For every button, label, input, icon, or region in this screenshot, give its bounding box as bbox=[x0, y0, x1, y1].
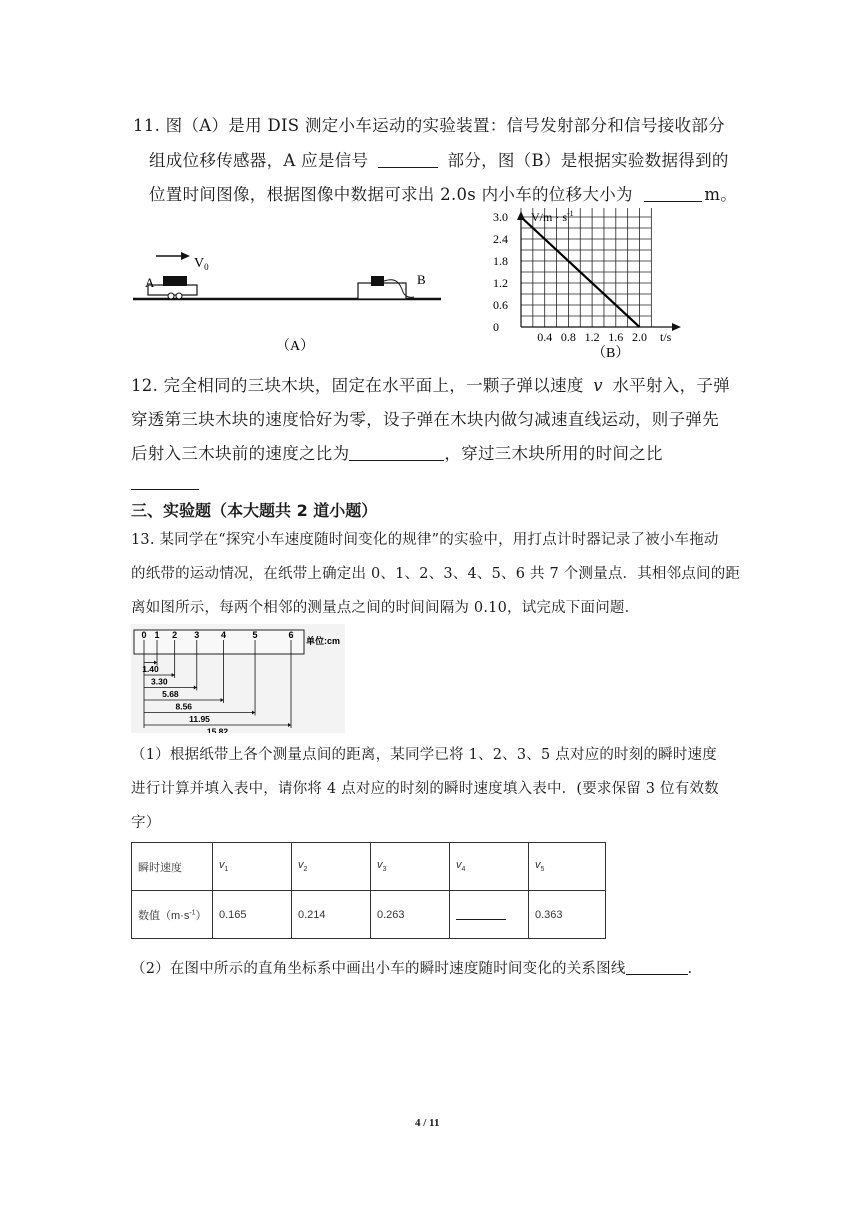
x-tick-labels bbox=[537, 330, 647, 344]
x-tick-label: 1.6 bbox=[608, 330, 624, 344]
table-cell-v2: 0.214 bbox=[292, 891, 371, 939]
page-number: 4 / 11 bbox=[415, 1117, 440, 1129]
figure-a-caption: （A） bbox=[276, 339, 315, 354]
tape-point-label: 3 bbox=[194, 630, 200, 640]
q12-line3-b: ，穿过三木块所用的时间之比 bbox=[444, 444, 663, 463]
table-header-row bbox=[132, 843, 606, 891]
answer-blank-v4[interactable] bbox=[456, 909, 506, 920]
velocity-table bbox=[131, 842, 606, 939]
table-header-cell: $v_4$ bbox=[450, 843, 529, 891]
q13-part1-line3: 字） bbox=[131, 815, 161, 831]
q13-part2-end: . bbox=[687, 961, 693, 977]
figure-b-chart bbox=[488, 208, 688, 363]
y-tick-labels bbox=[493, 210, 508, 334]
tape-dimension-lines bbox=[142, 654, 291, 733]
q13-line1: 13. 某同学在“探究小车速度随时间变化的规律”的实验中，用打点计时器记录了被小车拖动 bbox=[131, 532, 719, 548]
tape-point-label: 5 bbox=[252, 630, 258, 640]
tape-point-label: 4 bbox=[221, 630, 227, 640]
y-tick-label: 0 bbox=[493, 320, 499, 334]
answer-blank-displacement[interactable] bbox=[644, 185, 702, 202]
q11-line2 bbox=[149, 147, 729, 171]
x-axis-label: t/s bbox=[660, 330, 672, 344]
q13-part2 bbox=[131, 957, 692, 978]
q13-line2: 的纸带的运动情况，在纸带上确定出 0、1、2、3、4、5、6 共 7 个测量点．其相邻点间的距 bbox=[131, 566, 741, 582]
table-header-cell: $v_3$ bbox=[371, 843, 450, 891]
y-tick-label: 0.6 bbox=[493, 298, 508, 312]
x-axis-arrow bbox=[672, 323, 681, 331]
cart-wheel bbox=[168, 293, 174, 299]
answer-blank-velocity-ratio[interactable] bbox=[349, 444, 444, 461]
dimension-label: 5.68 bbox=[162, 689, 179, 699]
answer-blank-graph[interactable] bbox=[626, 958, 688, 975]
x-tick-label: 2.0 bbox=[632, 330, 647, 344]
q11-line1: 11. 图（A）是用 DIS 测定小车运动的实验装置：信号发射部分和信号接收部分 bbox=[133, 116, 725, 135]
velocity-arrowhead bbox=[181, 252, 190, 260]
y-tick-label: 1.2 bbox=[493, 276, 508, 290]
q12-velocity-symbol: v bbox=[593, 376, 603, 395]
table-header-cell: $v_5$ bbox=[529, 843, 606, 891]
table-header-cell: 瞬时速度 bbox=[132, 843, 213, 891]
dimension-label: 1.40 bbox=[142, 664, 159, 674]
q12-line1-a: 12. 完全相同的三块木块，固定在水平面上，一颗子弹以速度 bbox=[131, 376, 584, 395]
label-a: A bbox=[145, 275, 155, 290]
q11-line3 bbox=[149, 181, 737, 205]
table-cell-v4[interactable] bbox=[450, 891, 529, 939]
q11-line3-a: 位置时间图像，根据图像中数据可求出 2.0s 内小车的位移大小为 bbox=[149, 185, 633, 204]
label-b: B bbox=[417, 272, 426, 287]
tape-point-label: 6 bbox=[288, 630, 294, 640]
q13-line3: 离如图所示，每两个相邻的测量点之间的时间间隔为 0.10，试完成下面问题． bbox=[131, 600, 640, 616]
dimension-arrowhead bbox=[252, 711, 255, 715]
dimension-label: 15.82 bbox=[206, 726, 229, 733]
tape-point-label: 0 bbox=[141, 630, 147, 640]
tape-point-label: 1 bbox=[154, 630, 160, 640]
paper-tape-figure bbox=[131, 624, 345, 733]
dimension-arrowhead bbox=[194, 686, 197, 690]
section-3-heading: 三、实验题（本大题共 2 道小题） bbox=[131, 501, 378, 520]
x-tick-label: 0.8 bbox=[560, 330, 576, 344]
table-header-cell: $v_2$ bbox=[292, 843, 371, 891]
x-tick-label: 1.2 bbox=[584, 330, 600, 344]
figure-a-apparatus bbox=[128, 250, 448, 360]
table-cell-v5: 0.363 bbox=[529, 891, 606, 939]
q12-line1 bbox=[131, 372, 730, 396]
y-tick-label: 2.4 bbox=[493, 232, 508, 246]
y-tick-label: 1.8 bbox=[493, 254, 508, 268]
q12-line3-a: 后射入三木块前的速度之比为 bbox=[131, 444, 350, 463]
dimension-label: 8.56 bbox=[175, 701, 193, 712]
chart-grid bbox=[521, 208, 651, 327]
q12-line1-b: 水平射入，子弹 bbox=[612, 376, 731, 395]
tape-unit-label: 单位:cm bbox=[306, 636, 341, 646]
table-cell-v1: 0.165 bbox=[213, 891, 292, 939]
dimension-arrowhead bbox=[288, 723, 291, 727]
paper-tape-diagram bbox=[131, 624, 345, 733]
transmitter-block bbox=[163, 276, 187, 286]
y-axis-label: $V/m \cdot s^{-1}$ bbox=[531, 209, 574, 224]
velocity-table-wrapper bbox=[131, 842, 606, 939]
table-row bbox=[132, 891, 606, 939]
figure-b-caption: （B） bbox=[592, 346, 630, 361]
q12-line3 bbox=[131, 440, 663, 464]
q11-line2-b: 部分，图（B）是根据实验数据得到的 bbox=[447, 151, 729, 170]
x-tick-label: 0.4 bbox=[537, 330, 553, 344]
q13-part2-text: （2）在图中所示的直角坐标系中画出小车的瞬时速度随时间变化的关系图线 bbox=[131, 961, 626, 977]
table-cell-v3: 0.263 bbox=[371, 891, 450, 939]
answer-blank-signal[interactable] bbox=[378, 151, 438, 168]
y-tick-label: 3.0 bbox=[493, 210, 508, 224]
table-row-label: 数值$(m\cdot s^{-1})$ bbox=[132, 891, 213, 939]
q11-line2-a: 组成位移传感器，A 应是信号 bbox=[149, 151, 369, 170]
dimension-label: 3.30 bbox=[151, 676, 168, 687]
tape-point-label: 2 bbox=[172, 630, 178, 640]
q11-line3-b: m。 bbox=[704, 185, 738, 204]
table-header-cell: $v_1$ bbox=[213, 843, 292, 891]
q13-part1-line1: （1）根据纸带上各个测量点间的距离，某同学已将 1、2、3、5 点对应的时刻的瞬时速度 bbox=[131, 747, 717, 763]
receiver-block bbox=[371, 276, 384, 286]
q12-line2: 穿透第三块木块的速度恰好为零，设子弹在木块内做匀减速直线运动，则子弹先 bbox=[131, 410, 719, 429]
cart-wheel bbox=[176, 293, 182, 299]
q13-part1-line2: 进行计算并填入表中，请你将 4 点对应的时刻的瞬时速度填入表中．(要求保留 3 位有效数 bbox=[131, 781, 719, 797]
dimension-label: 11.95 bbox=[189, 714, 210, 724]
dimension-arrowhead bbox=[172, 673, 175, 677]
dimension-arrowhead bbox=[221, 698, 224, 702]
answer-blank-time-ratio[interactable] bbox=[131, 473, 199, 490]
v0-label: $V_0$ bbox=[194, 256, 209, 272]
